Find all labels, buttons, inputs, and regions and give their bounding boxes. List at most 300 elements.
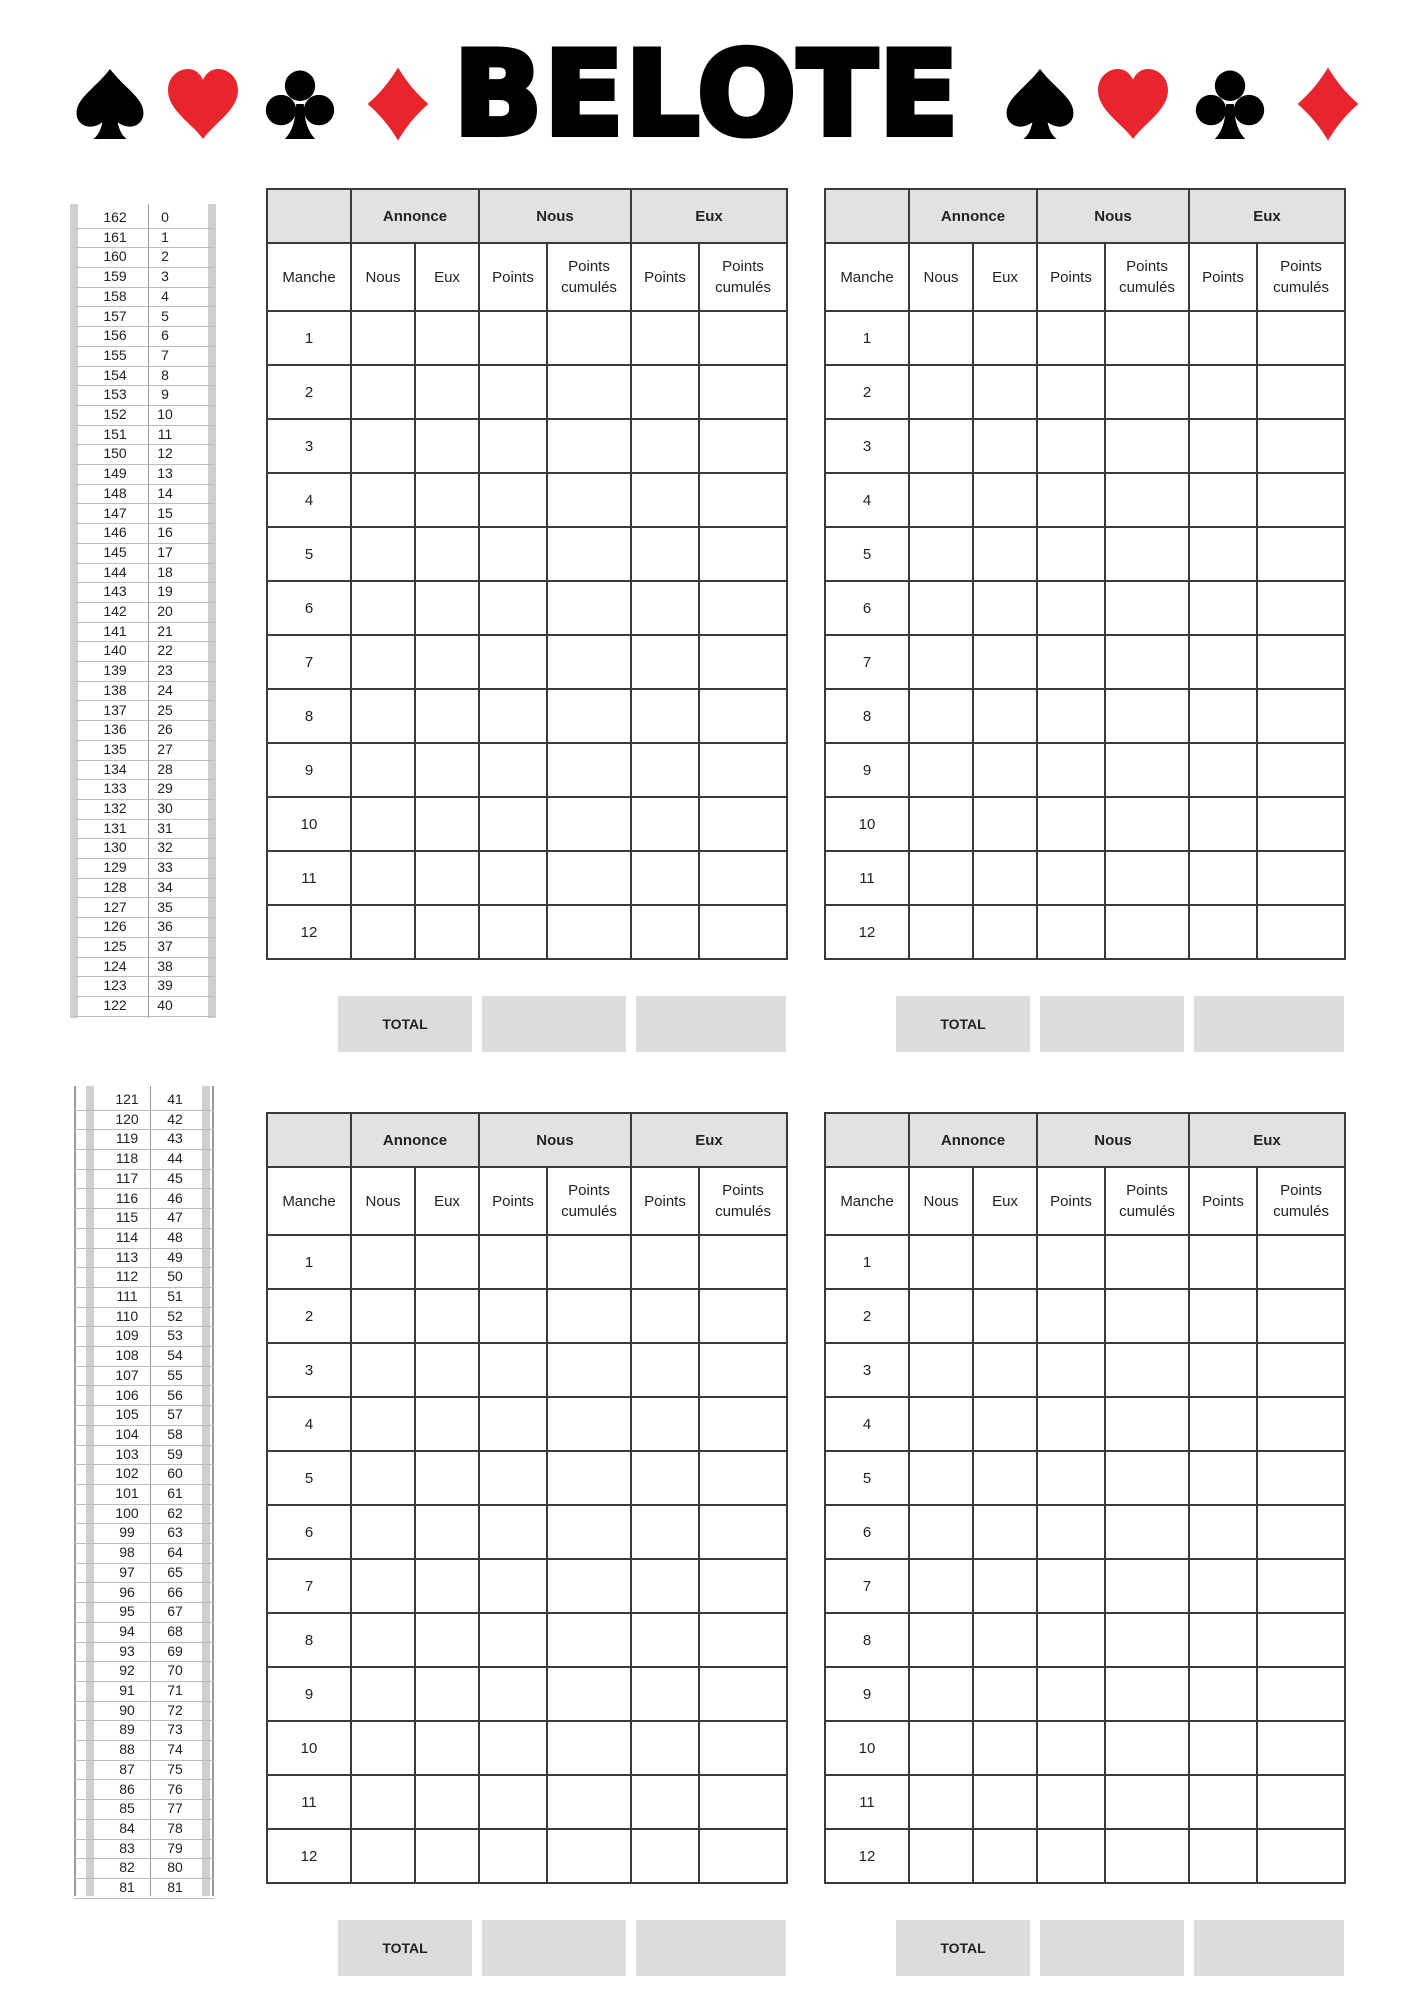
score-cell[interactable] <box>1189 689 1257 743</box>
score-cell[interactable] <box>479 1235 547 1289</box>
score-cell[interactable] <box>1257 743 1345 797</box>
total-eux-field[interactable] <box>1194 1920 1344 1976</box>
score-cell[interactable] <box>547 743 631 797</box>
score-cell[interactable] <box>479 905 547 959</box>
score-cell[interactable] <box>631 311 699 365</box>
score-cell[interactable] <box>351 1559 415 1613</box>
score-cell[interactable] <box>1257 635 1345 689</box>
score-cell[interactable] <box>973 1397 1037 1451</box>
score-cell[interactable] <box>1037 743 1105 797</box>
score-cell[interactable] <box>973 311 1037 365</box>
score-cell[interactable] <box>631 635 699 689</box>
score-cell[interactable] <box>351 689 415 743</box>
score-cell[interactable] <box>1105 797 1189 851</box>
score-cell[interactable] <box>1037 1235 1105 1289</box>
score-cell[interactable] <box>351 1613 415 1667</box>
score-cell[interactable] <box>973 689 1037 743</box>
score-cell[interactable] <box>909 581 973 635</box>
score-cell[interactable] <box>1257 1397 1345 1451</box>
score-cell[interactable] <box>1105 581 1189 635</box>
score-cell[interactable] <box>1105 311 1189 365</box>
score-cell[interactable] <box>699 581 787 635</box>
score-cell[interactable] <box>479 419 547 473</box>
score-cell[interactable] <box>699 1721 787 1775</box>
score-cell[interactable] <box>351 1721 415 1775</box>
score-cell[interactable] <box>909 527 973 581</box>
score-cell[interactable] <box>479 1397 547 1451</box>
score-cell[interactable] <box>1189 1451 1257 1505</box>
score-cell[interactable] <box>631 1289 699 1343</box>
score-cell[interactable] <box>1189 1505 1257 1559</box>
score-cell[interactable] <box>1257 473 1345 527</box>
score-cell[interactable] <box>1105 1667 1189 1721</box>
score-cell[interactable] <box>1037 1343 1105 1397</box>
score-cell[interactable] <box>631 365 699 419</box>
score-cell[interactable] <box>547 1559 631 1613</box>
score-cell[interactable] <box>1037 797 1105 851</box>
score-cell[interactable] <box>909 635 973 689</box>
score-cell[interactable] <box>1189 1289 1257 1343</box>
score-cell[interactable] <box>1105 1343 1189 1397</box>
score-cell[interactable] <box>351 581 415 635</box>
score-cell[interactable] <box>547 311 631 365</box>
total-eux-field[interactable] <box>1194 996 1344 1052</box>
score-cell[interactable] <box>1189 851 1257 905</box>
score-cell[interactable] <box>909 1829 973 1883</box>
score-cell[interactable] <box>1037 1721 1105 1775</box>
score-cell[interactable] <box>699 1559 787 1613</box>
score-cell[interactable] <box>547 1613 631 1667</box>
total-nous-field[interactable] <box>1040 996 1184 1052</box>
score-cell[interactable] <box>415 473 479 527</box>
score-cell[interactable] <box>909 1451 973 1505</box>
score-cell[interactable] <box>631 743 699 797</box>
score-cell[interactable] <box>699 1289 787 1343</box>
score-cell[interactable] <box>547 581 631 635</box>
score-cell[interactable] <box>547 1289 631 1343</box>
score-cell[interactable] <box>699 365 787 419</box>
score-cell[interactable] <box>973 581 1037 635</box>
score-cell[interactable] <box>1105 1235 1189 1289</box>
score-cell[interactable] <box>1257 1505 1345 1559</box>
score-cell[interactable] <box>1037 581 1105 635</box>
score-cell[interactable] <box>973 905 1037 959</box>
total-nous-field[interactable] <box>1040 1920 1184 1976</box>
score-cell[interactable] <box>1037 1559 1105 1613</box>
score-cell[interactable] <box>909 311 973 365</box>
score-cell[interactable] <box>415 1775 479 1829</box>
score-cell[interactable] <box>1037 527 1105 581</box>
score-cell[interactable] <box>415 797 479 851</box>
score-cell[interactable] <box>479 1451 547 1505</box>
score-cell[interactable] <box>351 311 415 365</box>
score-cell[interactable] <box>909 1667 973 1721</box>
score-cell[interactable] <box>909 743 973 797</box>
score-cell[interactable] <box>1257 311 1345 365</box>
score-cell[interactable] <box>1105 1775 1189 1829</box>
score-cell[interactable] <box>547 1235 631 1289</box>
score-cell[interactable] <box>973 473 1037 527</box>
score-cell[interactable] <box>909 1505 973 1559</box>
score-cell[interactable] <box>1037 689 1105 743</box>
score-cell[interactable] <box>1105 1451 1189 1505</box>
score-cell[interactable] <box>699 1343 787 1397</box>
score-cell[interactable] <box>415 1235 479 1289</box>
score-cell[interactable] <box>479 797 547 851</box>
score-cell[interactable] <box>415 905 479 959</box>
score-cell[interactable] <box>1037 1775 1105 1829</box>
score-cell[interactable] <box>351 1775 415 1829</box>
score-cell[interactable] <box>1189 1613 1257 1667</box>
lookup-value-right: 80 <box>167 1859 183 1876</box>
score-cell[interactable] <box>1257 1235 1345 1289</box>
score-cell[interactable] <box>699 1397 787 1451</box>
score-cell[interactable] <box>631 905 699 959</box>
score-cell[interactable] <box>973 635 1037 689</box>
score-cell[interactable] <box>415 1559 479 1613</box>
score-cell[interactable] <box>415 1289 479 1343</box>
score-cell[interactable] <box>547 473 631 527</box>
score-cell[interactable] <box>1257 1613 1345 1667</box>
score-cell[interactable] <box>415 419 479 473</box>
score-cell[interactable] <box>1189 1397 1257 1451</box>
score-cell[interactable] <box>631 689 699 743</box>
score-cell[interactable] <box>547 1397 631 1451</box>
score-cell[interactable] <box>631 797 699 851</box>
score-cell[interactable] <box>1257 1559 1345 1613</box>
score-cell[interactable] <box>909 905 973 959</box>
score-cell[interactable] <box>699 1613 787 1667</box>
lookup-value-right: 19 <box>157 583 173 600</box>
score-cell[interactable] <box>699 527 787 581</box>
score-cell[interactable] <box>547 1829 631 1883</box>
score-cell[interactable] <box>1257 1775 1345 1829</box>
score-cell[interactable] <box>909 851 973 905</box>
score-cell[interactable] <box>351 1829 415 1883</box>
score-cell[interactable] <box>479 1505 547 1559</box>
score-cell[interactable] <box>351 1667 415 1721</box>
score-cell[interactable] <box>631 1613 699 1667</box>
score-cell[interactable] <box>631 419 699 473</box>
score-cell[interactable] <box>1105 419 1189 473</box>
score-cell[interactable] <box>1037 1667 1105 1721</box>
score-cell[interactable] <box>415 1397 479 1451</box>
score-cell[interactable] <box>631 851 699 905</box>
score-cell[interactable] <box>1189 473 1257 527</box>
score-cell[interactable] <box>1105 1505 1189 1559</box>
score-cell[interactable] <box>631 1451 699 1505</box>
score-cell[interactable] <box>1105 1721 1189 1775</box>
score-cell[interactable] <box>973 1667 1037 1721</box>
score-cell[interactable] <box>479 743 547 797</box>
score-cell[interactable] <box>547 689 631 743</box>
score-cell[interactable] <box>1105 1559 1189 1613</box>
score-cell[interactable] <box>415 1721 479 1775</box>
score-cell[interactable] <box>973 1613 1037 1667</box>
score-cell[interactable] <box>1105 635 1189 689</box>
score-cell[interactable] <box>1105 1397 1189 1451</box>
score-cell[interactable] <box>415 527 479 581</box>
total-nous-field[interactable] <box>482 996 626 1052</box>
score-cell[interactable] <box>1189 743 1257 797</box>
score-cell[interactable] <box>1189 1559 1257 1613</box>
score-cell[interactable] <box>1105 1613 1189 1667</box>
score-cell[interactable] <box>547 1721 631 1775</box>
score-cell[interactable] <box>973 365 1037 419</box>
score-cell[interactable] <box>973 527 1037 581</box>
score-cell[interactable] <box>351 905 415 959</box>
score-cell[interactable] <box>1189 365 1257 419</box>
score-cell[interactable] <box>973 743 1037 797</box>
score-cell[interactable] <box>973 1505 1037 1559</box>
score-cell[interactable] <box>351 1343 415 1397</box>
score-cell[interactable] <box>909 1289 973 1343</box>
score-cell[interactable] <box>1037 635 1105 689</box>
score-cell[interactable] <box>1105 473 1189 527</box>
score-cell[interactable] <box>1189 1721 1257 1775</box>
score-cell[interactable] <box>351 1397 415 1451</box>
score-cell[interactable] <box>1257 1289 1345 1343</box>
score-cell[interactable] <box>547 1343 631 1397</box>
score-cell[interactable] <box>631 1829 699 1883</box>
score-cell[interactable] <box>909 1613 973 1667</box>
score-cell[interactable] <box>699 905 787 959</box>
score-cell[interactable] <box>699 1667 787 1721</box>
score-cell[interactable] <box>351 1505 415 1559</box>
score-cell[interactable] <box>1037 1829 1105 1883</box>
score-cell[interactable] <box>547 527 631 581</box>
score-cell[interactable] <box>909 419 973 473</box>
score-cell[interactable] <box>479 581 547 635</box>
score-cell[interactable] <box>699 1235 787 1289</box>
score-cell[interactable] <box>351 1451 415 1505</box>
score-cell[interactable] <box>479 1559 547 1613</box>
score-cell[interactable] <box>351 743 415 797</box>
score-cell[interactable] <box>547 1505 631 1559</box>
score-cell[interactable] <box>909 1397 973 1451</box>
score-cell[interactable] <box>479 1721 547 1775</box>
score-cell[interactable] <box>631 527 699 581</box>
score-cell[interactable] <box>1257 419 1345 473</box>
score-cell[interactable] <box>547 851 631 905</box>
score-cell[interactable] <box>699 743 787 797</box>
score-cell[interactable] <box>351 851 415 905</box>
score-cell[interactable] <box>547 1667 631 1721</box>
score-cell[interactable] <box>415 1451 479 1505</box>
score-cell[interactable] <box>415 689 479 743</box>
score-cell[interactable] <box>547 419 631 473</box>
score-cell[interactable] <box>1037 1505 1105 1559</box>
score-cell[interactable] <box>1189 797 1257 851</box>
score-cell[interactable] <box>699 851 787 905</box>
score-cell[interactable] <box>1257 527 1345 581</box>
score-cell[interactable] <box>351 419 415 473</box>
total-eux-field[interactable] <box>636 996 786 1052</box>
score-cell[interactable] <box>1257 1721 1345 1775</box>
score-cell[interactable] <box>973 1721 1037 1775</box>
score-cell[interactable] <box>631 1235 699 1289</box>
score-cell[interactable] <box>1105 743 1189 797</box>
score-cell[interactable] <box>479 689 547 743</box>
score-cell[interactable] <box>479 1667 547 1721</box>
score-cell[interactable] <box>1189 1343 1257 1397</box>
score-cell[interactable] <box>973 851 1037 905</box>
score-cell[interactable] <box>699 689 787 743</box>
score-cell[interactable] <box>415 635 479 689</box>
score-cell[interactable] <box>1189 311 1257 365</box>
score-cell[interactable] <box>1257 365 1345 419</box>
score-cell[interactable] <box>973 1343 1037 1397</box>
score-cell[interactable] <box>1189 1235 1257 1289</box>
score-cell[interactable] <box>479 311 547 365</box>
score-cell[interactable] <box>351 797 415 851</box>
score-cell[interactable] <box>1189 905 1257 959</box>
total-nous-field[interactable] <box>482 1920 626 1976</box>
score-cell[interactable] <box>973 1829 1037 1883</box>
score-cell[interactable] <box>1037 1451 1105 1505</box>
score-cell[interactable] <box>479 365 547 419</box>
score-cell[interactable] <box>1189 419 1257 473</box>
score-cell[interactable] <box>631 1397 699 1451</box>
score-cell[interactable] <box>699 797 787 851</box>
score-cell[interactable] <box>1037 311 1105 365</box>
score-cell[interactable] <box>1105 527 1189 581</box>
total-eux-field[interactable] <box>636 1920 786 1976</box>
score-cell[interactable] <box>909 365 973 419</box>
score-cell[interactable] <box>415 1667 479 1721</box>
score-cell[interactable] <box>973 1451 1037 1505</box>
score-cell[interactable] <box>909 797 973 851</box>
score-cell[interactable] <box>631 581 699 635</box>
score-cell[interactable] <box>351 527 415 581</box>
score-cell[interactable] <box>351 365 415 419</box>
score-cell[interactable] <box>631 1559 699 1613</box>
score-cell[interactable] <box>631 1343 699 1397</box>
score-cell[interactable] <box>631 1505 699 1559</box>
score-cell[interactable] <box>909 473 973 527</box>
score-cell[interactable] <box>479 635 547 689</box>
score-cell[interactable] <box>415 311 479 365</box>
score-cell[interactable] <box>1257 797 1345 851</box>
score-cell[interactable] <box>1037 473 1105 527</box>
score-cell[interactable] <box>1257 851 1345 905</box>
score-cell[interactable] <box>479 1613 547 1667</box>
score-cell[interactable] <box>973 1559 1037 1613</box>
score-cell[interactable] <box>415 1505 479 1559</box>
score-cell[interactable] <box>909 1721 973 1775</box>
score-cell[interactable] <box>699 1505 787 1559</box>
score-cell[interactable] <box>1189 1667 1257 1721</box>
score-cell[interactable] <box>909 1343 973 1397</box>
score-cell[interactable] <box>547 905 631 959</box>
score-cell[interactable] <box>1257 1343 1345 1397</box>
score-cell[interactable] <box>1257 1667 1345 1721</box>
score-cell[interactable] <box>631 1775 699 1829</box>
score-cell[interactable] <box>415 581 479 635</box>
score-cell[interactable] <box>699 419 787 473</box>
score-cell[interactable] <box>973 1289 1037 1343</box>
score-cell[interactable] <box>547 1451 631 1505</box>
score-cell[interactable] <box>415 1829 479 1883</box>
score-cell[interactable] <box>479 473 547 527</box>
score-cell[interactable] <box>1189 1829 1257 1883</box>
score-cell[interactable] <box>909 1559 973 1613</box>
score-cell[interactable] <box>1105 905 1189 959</box>
score-cell[interactable] <box>1037 851 1105 905</box>
score-cell[interactable] <box>1037 1613 1105 1667</box>
score-cell[interactable] <box>1189 581 1257 635</box>
score-cell[interactable] <box>415 851 479 905</box>
score-cell[interactable] <box>1257 689 1345 743</box>
score-cell[interactable] <box>973 1775 1037 1829</box>
score-cell[interactable] <box>351 1289 415 1343</box>
score-cell[interactable] <box>699 311 787 365</box>
score-cell[interactable] <box>547 1775 631 1829</box>
score-cell[interactable] <box>1257 905 1345 959</box>
score-cell[interactable] <box>1105 1289 1189 1343</box>
score-cell[interactable] <box>631 1667 699 1721</box>
score-cell[interactable] <box>1037 1397 1105 1451</box>
score-cell[interactable] <box>479 1343 547 1397</box>
score-cell[interactable] <box>547 635 631 689</box>
score-cell[interactable] <box>547 365 631 419</box>
score-cell[interactable] <box>479 1775 547 1829</box>
score-cell[interactable] <box>1105 365 1189 419</box>
score-cell[interactable] <box>1189 527 1257 581</box>
score-cell[interactable] <box>699 1775 787 1829</box>
score-cell[interactable] <box>351 473 415 527</box>
score-cell[interactable] <box>699 1451 787 1505</box>
score-cell[interactable] <box>479 1829 547 1883</box>
score-cell[interactable] <box>415 743 479 797</box>
score-cell[interactable] <box>479 851 547 905</box>
score-cell[interactable] <box>351 1235 415 1289</box>
score-cell[interactable] <box>1105 689 1189 743</box>
score-cell[interactable] <box>909 1775 973 1829</box>
lookup-row <box>74 1189 214 1210</box>
score-cell[interactable] <box>415 1613 479 1667</box>
score-cell[interactable] <box>1189 635 1257 689</box>
score-cell[interactable] <box>973 797 1037 851</box>
score-cell[interactable] <box>1037 1289 1105 1343</box>
score-cell[interactable] <box>1257 1451 1345 1505</box>
score-cell[interactable] <box>631 473 699 527</box>
score-cell[interactable] <box>973 419 1037 473</box>
score-cell[interactable] <box>415 365 479 419</box>
score-cell[interactable] <box>631 1721 699 1775</box>
score-cell[interactable] <box>1257 581 1345 635</box>
score-cell[interactable] <box>1189 1775 1257 1829</box>
score-cell[interactable] <box>909 689 973 743</box>
lookup-value-right: 24 <box>157 681 173 698</box>
score-cell[interactable] <box>699 1829 787 1883</box>
score-cell[interactable] <box>547 797 631 851</box>
score-cell[interactable] <box>415 1343 479 1397</box>
score-cell[interactable] <box>479 527 547 581</box>
score-cell[interactable] <box>973 1235 1037 1289</box>
score-cell[interactable] <box>909 1235 973 1289</box>
score-cell[interactable] <box>1257 1829 1345 1883</box>
score-cell[interactable] <box>479 1289 547 1343</box>
score-cell[interactable] <box>1105 851 1189 905</box>
score-cell[interactable] <box>1037 365 1105 419</box>
score-cell[interactable] <box>699 635 787 689</box>
score-cell[interactable] <box>1037 419 1105 473</box>
score-cell[interactable] <box>351 635 415 689</box>
score-cell[interactable] <box>1037 905 1105 959</box>
score-cell[interactable] <box>699 473 787 527</box>
score-cell[interactable] <box>1105 1829 1189 1883</box>
